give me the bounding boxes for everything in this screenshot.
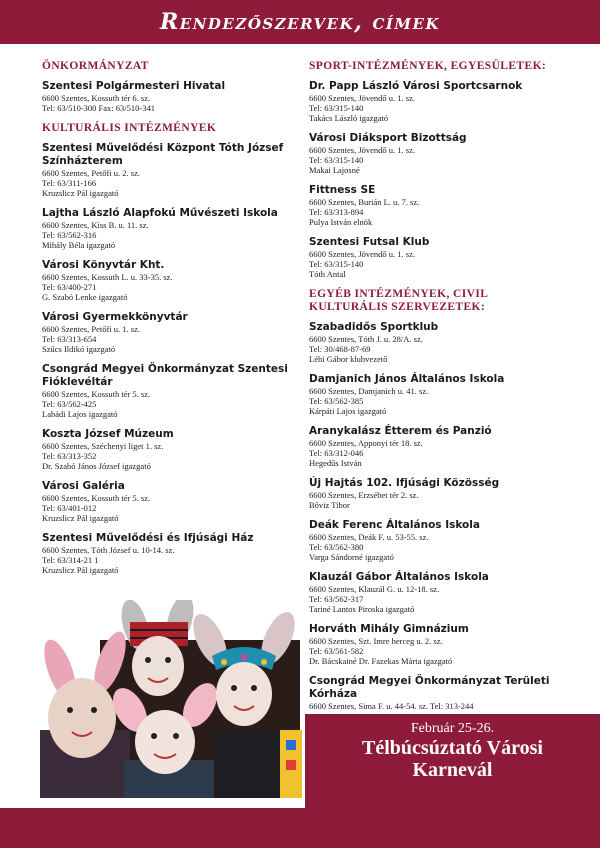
section-sport (309, 60, 569, 279)
list-item (309, 519, 569, 562)
entry-address: 6600 Szentes, Petőfi u. 1. sz. (42, 324, 140, 334)
entry-name: Klauzál Gábor Általános Iskola (309, 571, 489, 583)
list-item (309, 321, 569, 364)
entry-name: Csongrád Megyei Önkormányzat Szentesi Fióklevéltár (42, 363, 288, 388)
section-onkormanyzat (42, 60, 292, 113)
list-item (42, 532, 292, 575)
list-item (309, 80, 569, 123)
entry-phone: Tel: 63/400-271 (42, 282, 97, 292)
section-kulturalis (42, 122, 292, 575)
section-egyeb (309, 288, 569, 711)
entry-contact: Kruzslicz Pál igazgató (42, 565, 119, 575)
list-item (309, 132, 569, 175)
event-title-line2: Karnevál (412, 759, 493, 781)
entry-phone: Tel: 63/562-385 (309, 396, 364, 406)
list-item (309, 425, 569, 468)
entry-address: 6600 Szentes, Jövendő u. 1. sz. (309, 93, 416, 103)
list-item (42, 80, 292, 113)
entry-contact: Kárpáti Lajos igazgató (309, 406, 387, 416)
entry-name: Városi Diáksport Bizottság (309, 132, 467, 144)
entry-contact: Léhi Gábor klubvezető (309, 354, 388, 364)
entry-address: 6600 Szentes, Tóth J. u. 28/A. sz. (309, 334, 423, 344)
entry-name: Dr. Papp László Városi Sportcsarnok (309, 80, 523, 92)
event-date: Február 25-26. (410, 721, 495, 736)
entry-phone: Tel: 63/562-317 (309, 594, 364, 604)
entry-contact: G. Szabó Lenke igazgató (42, 292, 128, 302)
entry-name: Szentesi Művelődési Központ Tóth József Színházterem (42, 142, 284, 167)
entry-contact: Szűcs Ildikó igazgató (42, 344, 116, 354)
entry-address: 6600 Szentes, Damjanich u. 41. sz. (309, 386, 429, 396)
entry-phone: Tel: 63/313-894 (309, 207, 364, 217)
entry-address: 6600 Szentes, Apponyi tér 18. sz. (309, 438, 423, 448)
page-header (0, 0, 600, 44)
entry-contact: Varga Sándorné igazgató (309, 552, 394, 562)
entry-name: Városi Könyvtár Kht. (42, 259, 165, 271)
entry-address: 6600 Szentes, Kiss B. u. 11. sz. (42, 220, 149, 230)
entry-contact: Takács László igazgató (309, 113, 389, 123)
event-banner (305, 714, 600, 808)
entry-phone: Tel: 63/312-046 (309, 448, 364, 458)
list-item (309, 373, 569, 416)
entry-name: Koszta József Múzeum (42, 428, 174, 440)
right-column (309, 60, 569, 720)
entry-contact: Tóth Antal (309, 269, 346, 279)
entry-name: Fittness SE (309, 184, 376, 196)
entry-contact: Pulya István elnök (309, 217, 373, 227)
entry-address: 6600 Szentes, Jövendő u. 1. sz. (309, 145, 416, 155)
section-title: KULTURÁLIS INTÉZMÉNYEK (42, 122, 217, 134)
entry-address: 6600 Szentes, Jövendő u. 1. sz. (309, 249, 416, 259)
entry-phone: Tel: 63/401-012 (42, 503, 97, 513)
list-item (42, 259, 292, 302)
list-item (42, 207, 292, 250)
entry-name: Damjanich János Általános Iskola (309, 373, 505, 385)
entry-phone: Tel: 63/314-21 1 (42, 555, 99, 565)
entry-phone: Tel: 63/562-380 (309, 542, 364, 552)
left-column (42, 60, 292, 584)
entry-contact: Labádi Lajos igazgató (42, 409, 118, 419)
entry-contact: Dr. Szabó János József igazgató (42, 461, 151, 471)
entry-address: 6600 Szentes, Kossuth tér 5. sz. (42, 493, 151, 503)
entry-contact: Mihály Béla igazgató (42, 240, 116, 250)
entry-address: 6600 Szentes, Tóth József u. 10-14. sz. (42, 545, 175, 555)
list-item (309, 477, 569, 510)
entry-phone: Tel: 63/562-316 (42, 230, 97, 240)
entry-phone: Tel: 63/315-140 (309, 155, 364, 165)
entry-contact: Kruzslicz Pál igazgató (42, 188, 119, 198)
list-item (42, 311, 292, 354)
entry-phone: Tel: 63/510-300 Fax: 63/510-341 (42, 103, 155, 113)
entry-address: 6600 Szentes, Petőfi u. 2. sz. (42, 168, 140, 178)
entry-address: 6600 Szentes, Széchenyi liget 1. sz. (42, 441, 164, 451)
entry-phone: Tel: 30/468-87-69 (309, 344, 371, 354)
list-item (42, 142, 292, 198)
entry-name: Lajtha László Alapfokú Művészeti Iskola (42, 207, 278, 219)
entry-name: Új Hajtás 102. Ifjúsági Közösség (309, 477, 500, 489)
entry-address: 6600 Szentes, Kossuth L. u. 33-35. sz. (42, 272, 173, 282)
section-title: EGYÉB INTÉZMÉNYEK, CIVIL KULTURÁLIS SZERVEZETEK: (309, 288, 488, 313)
entry-name: Aranykalász Étterem és Panzió (309, 425, 492, 437)
list-item (42, 363, 292, 419)
entry-contact: Kruzslicz Pál igazgató (42, 513, 119, 523)
entry-name: Deák Ferenc Általános Iskola (309, 519, 480, 531)
entry-phone: Tel: 63/315-140 (309, 103, 364, 113)
entry-phone: Tel: 63/313-352 (42, 451, 97, 461)
entry-name: Városi Gyermekkönyvtár (42, 311, 188, 323)
entry-name: Csongrád Megyei Önkormányzat Területi Kórháza (309, 675, 550, 700)
entry-phone: Tel: 63/562-425 (42, 399, 97, 409)
entry-address: 6600 Szentes, Sima F. u. 44-54. sz. Tel: 313-244 (309, 701, 474, 711)
list-item (42, 428, 292, 471)
entry-address: 6600 Szentes, Kossuth tér 6. sz. (42, 93, 151, 103)
entry-phone: Tel: 63/315-140 (309, 259, 364, 269)
entry-name: Horváth Mihály Gimnázium (309, 623, 469, 635)
list-item (309, 236, 569, 279)
entry-name: Szabadidős Sportklub (309, 321, 439, 333)
entry-contact: Tariné Lantos Piroska igazgató (309, 604, 415, 614)
footer-bar (0, 808, 600, 848)
entry-address: 6600 Szentes, Erzsébet tér 2. sz. (309, 490, 419, 500)
entry-address: 6600 Szentes, Burián L. u. 7. sz. (309, 197, 420, 207)
entry-address: 6600 Szentes, Szt. Imre herceg u. 2. sz. (309, 636, 443, 646)
list-item (309, 184, 569, 227)
section-title: SPORT-INTÉZMÉNYEK, EGYESÜLETEK: (309, 60, 547, 72)
entry-name: Szentesi Polgármesteri Hivatal (42, 80, 226, 92)
entry-name: Városi Galéria (42, 480, 125, 492)
list-item (42, 480, 292, 523)
entry-address: 6600 Szentes, Deák F. u. 53-55. sz. (309, 532, 429, 542)
entry-contact: Dr. Bácskainé Dr. Fazekas Márta igazgató (309, 656, 453, 666)
entry-name: Szentesi Futsal Klub (309, 236, 430, 248)
entry-address: 6600 Szentes, Kossuth tér 5. sz. (42, 389, 151, 399)
carnival-children-photo (40, 600, 302, 798)
page-title: Rendezőszervek, címek (160, 9, 440, 35)
list-item (309, 571, 569, 614)
entry-phone: Tel: 63/311-166 (42, 178, 97, 188)
entry-contact: Makai Lajosné (309, 165, 360, 175)
entry-contact: Hegedűs István (309, 458, 362, 468)
list-item (309, 675, 569, 711)
entry-name: Szentesi Művelődési és Ifjúsági Ház (42, 532, 254, 544)
entry-contact: Bőviz Tibor (309, 500, 350, 510)
entry-phone: Tel: 63/313-654 (42, 334, 97, 344)
section-title: ÖNKORMÁNYZAT (42, 60, 149, 72)
entry-phone: Tel: 63/561-582 (309, 646, 364, 656)
event-title-line1: Télbúcsúztató Városi (362, 737, 543, 759)
list-item (309, 623, 569, 666)
entry-address: 6600 Szentes, Klauzál G. u. 12-18. sz. (309, 584, 440, 594)
